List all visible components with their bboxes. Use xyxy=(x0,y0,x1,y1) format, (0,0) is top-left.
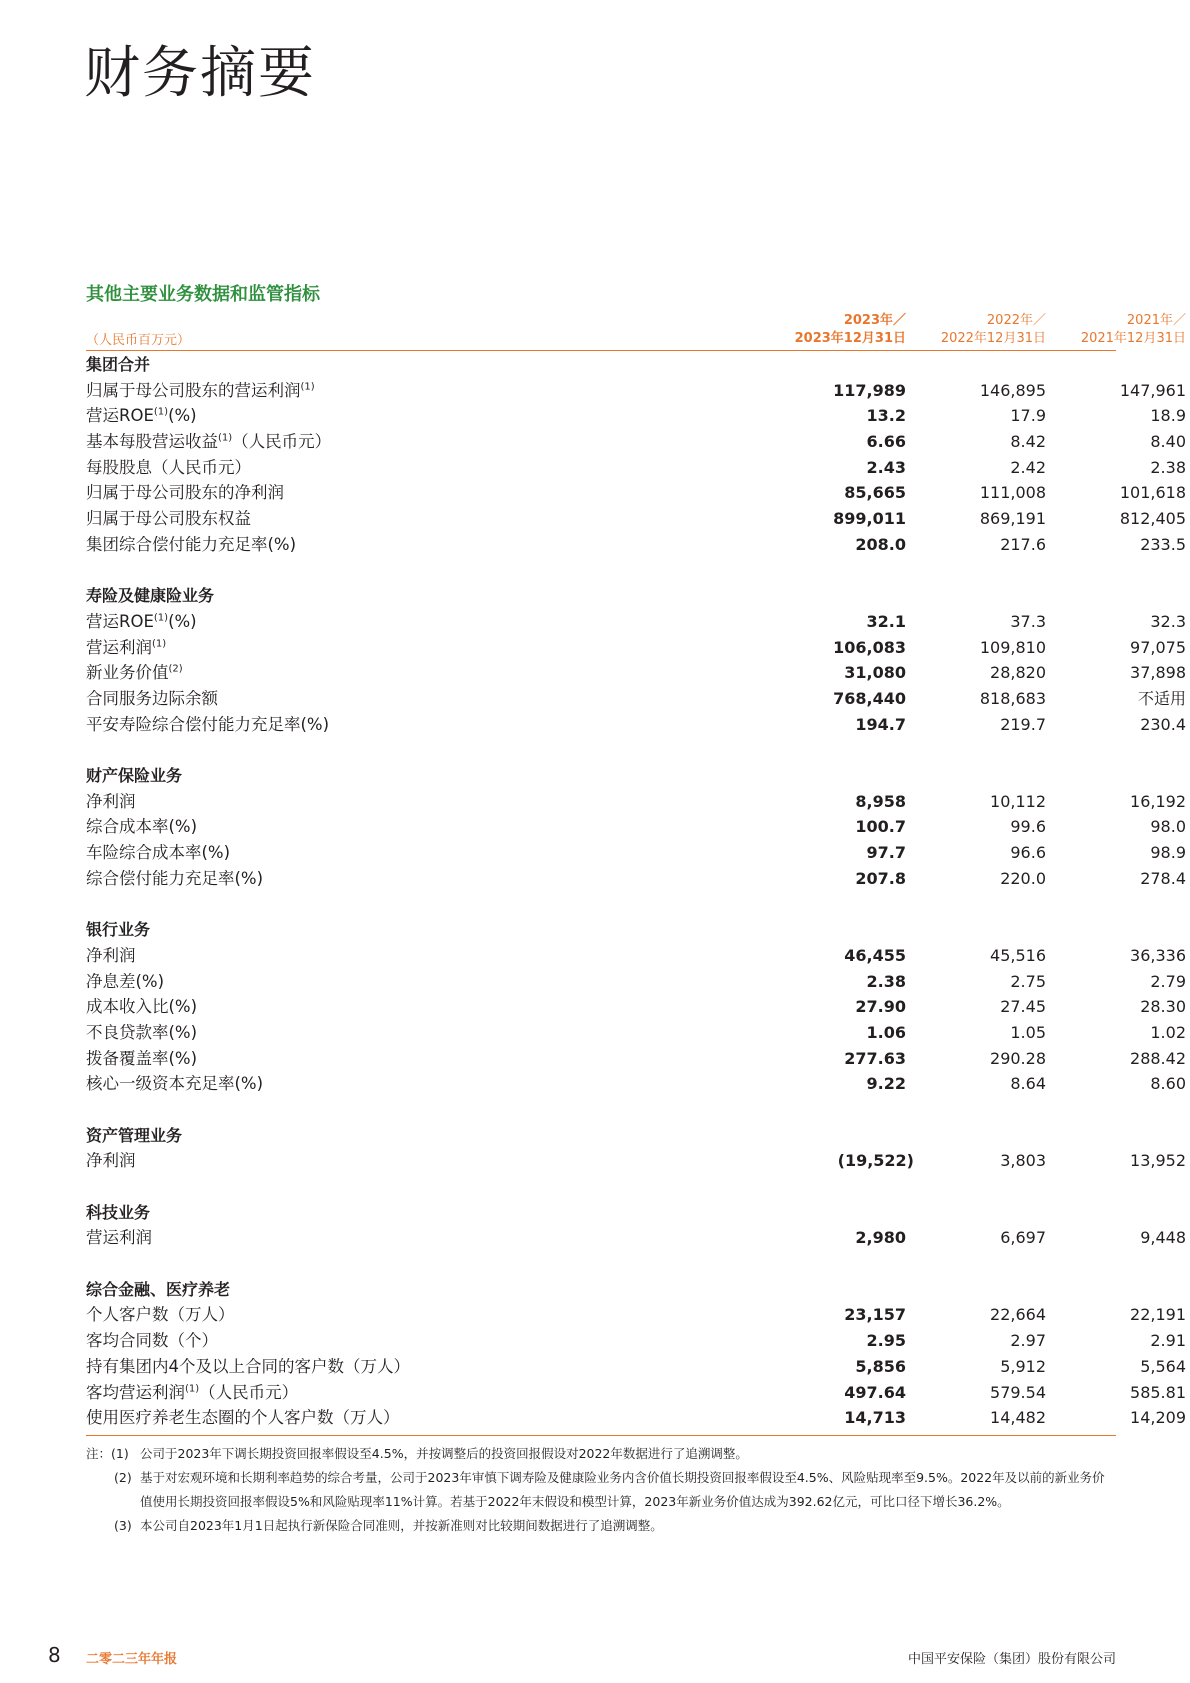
group-spacer xyxy=(86,1097,1116,1123)
value-2022: 8.64 xyxy=(1010,1074,1046,1094)
value-2021: 5,564 xyxy=(1140,1356,1186,1376)
value-2022: 2.42 xyxy=(1010,457,1046,477)
value-2023: 13.2 xyxy=(866,406,906,426)
value-2022: 14,482 xyxy=(990,1408,1046,1428)
value-2023: 117,989 xyxy=(833,380,906,400)
value-2023: 14,713 xyxy=(844,1408,906,1428)
row-label: 每股股息（人民币元） xyxy=(86,457,251,477)
value-2023: 85,665 xyxy=(844,483,906,503)
value-2022: 22,664 xyxy=(990,1305,1046,1325)
value-2022: 17.9 xyxy=(1010,406,1046,426)
value-2021: 98.9 xyxy=(1150,843,1186,863)
value-2021: 147,961 xyxy=(1119,380,1186,400)
table-row xyxy=(86,1046,1186,1072)
group-spacer xyxy=(86,1251,1116,1277)
value-2022: 220.0 xyxy=(1000,868,1046,888)
table-row xyxy=(86,789,1186,815)
group-title: 集团合并 xyxy=(86,355,151,374)
column-header-line1: 2021年／ xyxy=(1126,313,1186,328)
value-2022: 5,912 xyxy=(1000,1356,1046,1376)
table-row xyxy=(86,969,1186,995)
table-end-rule xyxy=(86,1435,1116,1436)
row-label: 不良贷款率(%) xyxy=(86,1022,198,1042)
column-header-2021 xyxy=(1026,312,1186,348)
value-2023: 8,958 xyxy=(855,791,906,811)
footnote-tag: (3) xyxy=(114,1518,132,1533)
row-label: 客均营运利润$^{(1)}$（人民币元） xyxy=(86,1382,299,1402)
row-label: 营运利润 xyxy=(86,1228,152,1248)
value-2021: 8.40 xyxy=(1150,432,1186,452)
value-2022: 2.97 xyxy=(1010,1331,1046,1351)
row-label: 平安寿险综合偿付能力充足率(%) xyxy=(86,714,330,734)
table-row xyxy=(86,1020,1186,1046)
table-row xyxy=(86,635,1186,661)
page-title: 财务摘要 xyxy=(84,41,316,106)
column-header-2023 xyxy=(746,312,906,348)
page-number: 8 xyxy=(48,1643,61,1667)
row-label: 客均合同数（个） xyxy=(86,1331,218,1351)
row-label: 拨备覆盖率(%) xyxy=(86,1048,198,1068)
value-2022: 818,683 xyxy=(979,688,1046,708)
table-row xyxy=(86,1380,1186,1406)
value-2021: 28.30 xyxy=(1140,997,1186,1017)
table-row xyxy=(86,532,1186,558)
row-label: 净利润 xyxy=(86,945,136,965)
table-row xyxy=(86,506,1186,532)
value-2022: 99.6 xyxy=(1010,817,1046,837)
value-2023: 194.7 xyxy=(855,714,906,734)
value-2023: 23,157 xyxy=(844,1305,906,1325)
group-title: 科技业务 xyxy=(86,1202,151,1222)
value-2022: 3,803 xyxy=(1000,1151,1046,1171)
row-label: 归属于母公司股东的净利润 xyxy=(86,483,284,503)
footnote-3 xyxy=(86,1514,1116,1538)
group-spacer xyxy=(86,1174,1116,1200)
value-2022: 37.3 xyxy=(1010,611,1046,631)
column-header-2022 xyxy=(886,312,1046,348)
value-2021: 288.42 xyxy=(1130,1048,1186,1068)
row-label: 使用医疗养老生态圈的个人客户数（万人） xyxy=(86,1408,400,1428)
row-label: 净利润 xyxy=(86,791,136,811)
table-row xyxy=(86,686,1186,712)
value-2022: 2.75 xyxy=(1010,971,1046,991)
report-name: 二零二三年年报 xyxy=(86,1652,178,1667)
value-2021: 16,192 xyxy=(1130,791,1186,811)
row-label: 营运ROE$^{(1)}$(%) xyxy=(86,611,197,631)
table-row xyxy=(86,480,1186,506)
row-label: 核心一级资本充足率(%) xyxy=(86,1074,264,1094)
value-2022: 290.28 xyxy=(990,1048,1046,1068)
value-2021: 不适用 xyxy=(1137,688,1186,708)
table-row xyxy=(86,1405,1186,1431)
group-title: 财产保险业务 xyxy=(86,766,183,785)
table-row xyxy=(86,1148,1186,1174)
value-2023: 768,440 xyxy=(833,688,906,708)
row-label: 新业务价值$^{(2)}$ xyxy=(86,663,183,683)
value-2021: 278.4 xyxy=(1140,868,1186,888)
table-row xyxy=(86,403,1186,429)
value-2023: (19,522) xyxy=(837,1151,914,1171)
value-2021: 32.3 xyxy=(1150,611,1186,631)
row-label: 个人客户数（万人） xyxy=(86,1305,235,1325)
footnote-ref: (1) xyxy=(218,432,233,444)
value-2023: 208.0 xyxy=(855,534,906,554)
value-2023: 2,980 xyxy=(855,1228,906,1248)
row-label: 持有集团内4个及以上合同的客户数（万人） xyxy=(86,1356,410,1376)
value-2022: 217.6 xyxy=(1000,534,1046,554)
value-2023: 2.43 xyxy=(866,457,906,477)
footnote-ref: (1) xyxy=(153,612,169,624)
table-row xyxy=(86,814,1186,840)
value-2023: 31,080 xyxy=(844,663,906,683)
table-row xyxy=(86,1225,1186,1251)
company-name: 中国平安保险（集团）股份有限公司 xyxy=(907,1652,1116,1667)
column-header-line1: 2022年／ xyxy=(986,313,1046,328)
row-label: 集团综合偿付能力充足率(%) xyxy=(86,534,297,554)
row-label: 综合成本率(%) xyxy=(86,817,198,837)
value-2023: 2.95 xyxy=(866,1331,906,1351)
value-2021: 97,075 xyxy=(1130,637,1186,657)
footnote-ref: (1) xyxy=(153,406,169,418)
table-row xyxy=(86,840,1186,866)
page-footer xyxy=(0,1643,1190,1667)
value-2022: 8.42 xyxy=(1010,432,1046,452)
footnote-2 xyxy=(86,1466,1116,1514)
value-2021: 22,191 xyxy=(1130,1305,1186,1325)
value-2021: 13,952 xyxy=(1130,1151,1186,1171)
row-label: 合同服务边际余额 xyxy=(86,688,218,708)
row-label: 成本收入比(%) xyxy=(86,997,198,1017)
value-2021: 18.9 xyxy=(1150,406,1186,426)
value-2023: 106,083 xyxy=(833,637,906,657)
column-header-line2: 2022年12月31日 xyxy=(940,331,1046,346)
value-2021: 1.02 xyxy=(1150,1022,1186,1042)
row-label: 营运利润$^{(1)}$ xyxy=(86,637,167,657)
row-label: 归属于母公司股东的营运利润$^{(1)}$ xyxy=(86,380,315,400)
footnote-tag: (2) xyxy=(114,1470,132,1485)
value-2021: 2.91 xyxy=(1150,1331,1186,1351)
value-2021: 36,336 xyxy=(1130,945,1186,965)
group-spacer xyxy=(86,891,1116,917)
footnote-text: 基于对宏观环境和长期利率趋势的综合考量，公司于2023年审慎下调寿险及健康险业务内含价值长期投资回报率假设至4.5%、风险贴现率至9.5%。2022年及以前的新业务价值使用长期投资回报率假设5%和风险贴现率11%计算。若基于2022年末假设和模型计算，2023年新业务价值达成为392.62亿元，可比口径下增长36.2%。 xyxy=(140,1470,1105,1509)
value-2022: 27.45 xyxy=(1000,997,1046,1017)
value-2022: 10,112 xyxy=(990,791,1046,811)
value-2021: 2.79 xyxy=(1150,971,1186,991)
value-2021: 585.81 xyxy=(1130,1382,1186,1402)
value-2021: 233.5 xyxy=(1140,534,1186,554)
table-row xyxy=(86,660,1186,686)
value-2022: 219.7 xyxy=(1000,714,1046,734)
value-2023: 6.66 xyxy=(866,432,906,452)
value-2023: 207.8 xyxy=(855,868,906,888)
row-label: 综合偿付能力充足率(%) xyxy=(86,868,264,888)
value-2021: 14,209 xyxy=(1130,1408,1186,1428)
value-2023: 2.38 xyxy=(866,971,906,991)
footnote-text: 本公司自2023年1月1日起执行新保险合同准则，并按新准则对比较期间数据进行了追溯调整。 xyxy=(140,1518,663,1533)
footnote-ref: (1) xyxy=(185,1383,200,1394)
group-title: 综合金融、医疗养老 xyxy=(86,1279,231,1299)
footnote-1 xyxy=(86,1442,1116,1466)
group-title: 银行业务 xyxy=(86,920,151,940)
row-label: 营运ROE$^{(1)}$(%) xyxy=(86,406,197,426)
value-2022: 111,008 xyxy=(979,483,1046,503)
value-2021: 101,618 xyxy=(1119,483,1186,503)
table-row xyxy=(86,1328,1186,1354)
footnote-text: 公司于2023年下调长期投资回报率假设至4.5%，并按调整后的投资回报假设对2022年数据进行了追溯调整。 xyxy=(140,1446,748,1461)
value-2023: 899,011 xyxy=(833,509,906,529)
footnote-prefix: 注：(1) xyxy=(86,1446,129,1461)
value-2022: 28,820 xyxy=(990,663,1046,683)
group-spacer xyxy=(86,737,1116,763)
value-2021: 9,448 xyxy=(1140,1228,1186,1248)
value-2022: 869,191 xyxy=(979,509,1046,529)
table-row xyxy=(86,712,1186,738)
value-2021: 37,898 xyxy=(1130,663,1186,683)
value-2023: 1.06 xyxy=(866,1022,906,1042)
value-2023: 32.1 xyxy=(866,611,906,631)
row-label: 净利润 xyxy=(86,1151,136,1171)
value-2021: 8.60 xyxy=(1150,1074,1186,1094)
value-2022: 109,810 xyxy=(979,637,1046,657)
table-row xyxy=(86,1302,1186,1328)
unit-label: （人民币百万元） xyxy=(86,333,191,348)
value-2023: 27.90 xyxy=(855,997,906,1017)
column-header-line2: 2021年12月31日 xyxy=(1080,331,1186,346)
column-header-line1: 2023年／ xyxy=(843,313,906,328)
value-2022: 45,516 xyxy=(990,945,1046,965)
value-2022: 6,697 xyxy=(1000,1228,1046,1248)
table-row xyxy=(86,455,1186,481)
table-row xyxy=(86,1354,1186,1380)
value-2023: 277.63 xyxy=(844,1048,906,1068)
table-row xyxy=(86,866,1186,892)
group-title: 寿险及健康险业务 xyxy=(86,586,215,606)
row-label: 车险综合成本率(%) xyxy=(86,843,231,863)
value-2021: 812,405 xyxy=(1119,509,1186,529)
value-2022: 146,895 xyxy=(979,380,1046,400)
row-label: 归属于母公司股东权益 xyxy=(86,509,251,529)
group-spacer xyxy=(86,558,1116,584)
value-2021: 230.4 xyxy=(1140,714,1186,734)
table-header xyxy=(86,312,1186,351)
value-2023: 497.64 xyxy=(844,1382,906,1402)
footnotes xyxy=(86,1442,1116,1538)
value-2021: 2.38 xyxy=(1150,457,1186,477)
table-row xyxy=(86,994,1186,1020)
footnote-ref: (1) xyxy=(152,638,167,650)
table-row xyxy=(86,378,1186,404)
group-title: 资产管理业务 xyxy=(86,1125,183,1145)
table-row xyxy=(86,609,1186,635)
row-label: 净息差(%) xyxy=(86,971,165,991)
footnote-ref: (1) xyxy=(300,381,315,393)
value-2022: 579.54 xyxy=(990,1382,1046,1402)
value-2023: 9.22 xyxy=(866,1074,906,1094)
table-row xyxy=(86,429,1186,455)
value-2023: 5,856 xyxy=(855,1356,906,1376)
row-label: 基本每股营运收益$^{(1)}$（人民币元） xyxy=(86,432,332,452)
section-heading: 其他主要业务数据和监管指标 xyxy=(86,284,320,305)
value-2022: 96.6 xyxy=(1010,843,1046,863)
table-row xyxy=(86,1071,1186,1097)
value-2021: 98.0 xyxy=(1150,817,1186,837)
financial-table xyxy=(86,352,1186,1431)
value-2023: 97.7 xyxy=(866,843,906,863)
table-row xyxy=(86,943,1186,969)
value-2023: 100.7 xyxy=(855,817,906,837)
column-header-line2: 2023年12月31日 xyxy=(794,331,906,346)
footnote-ref: (2) xyxy=(168,663,183,675)
value-2023: 46,455 xyxy=(844,945,906,965)
value-2022: 1.05 xyxy=(1010,1022,1046,1042)
